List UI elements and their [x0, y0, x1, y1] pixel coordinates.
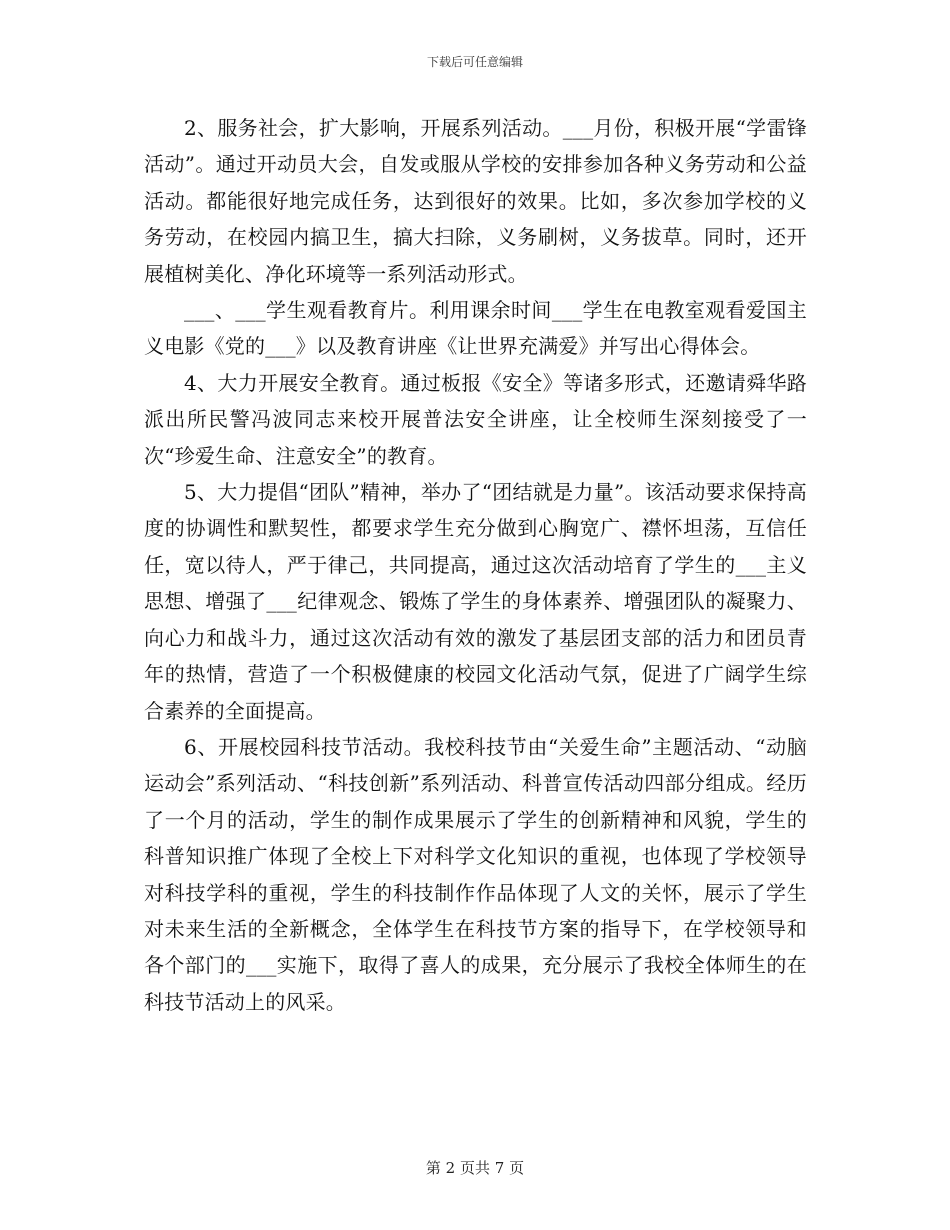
paragraph-education-films: ___、___学生观看教育片。利用课余时间___学生在电教室观看爱国主义电影《党的___》以及教育讲座《让世界充满爱》并写出心得体会。	[144, 298, 807, 359]
paragraph-team-spirit: 5、大力提倡“团队”精神，举办了“团结就是力量”。该活动要求保持高度的协调性和默契性，都要求学生充分做到心胸宽广、襟怀坦荡，互信任任，宽以待人，严于律己，共同提高，通过这次活动培育了学生的___主义思想、增强了___纪律观念、锻炼了学生的身体素养、增强团队的凝聚力、向心力和战斗力，通过这次活动有效的激发了基层团支部的活力和团员青年的热情，营造了一个积极健康的校园文化活动气氛，促进了广阔学生综合素养的全面提高。	[144, 480, 807, 723]
page-footer	[0, 1157, 950, 1178]
paragraph-service-activities: 2、服务社会，扩大影响，开展系列活动。___月份，积极开展“学雷锋活动”。通过开动员大会，自发或服从学校的安排参加各种义务劳动和公益活动。都能很好地完成任务，达到很好的效果。比如，多次参加学校的义务劳动，在校园内搞卫生，搞大扫除，义务刷树，义务拔草。同时，还开展植树美化、净化环境等一系列活动形式。	[144, 116, 807, 286]
page-header	[0, 53, 950, 70]
paragraph-safety-education: 4、大力开展安全教育。通过板报《安全》等诸多形式，还邀请舜华路派出所民警冯波同志来校开展普法安全讲座，让全校师生深刻接受了一次“珍爱生命、注意安全”的教育。	[144, 370, 807, 468]
paragraph-science-festival: 6、开展校园科技节活动。我校科技节由“关爱生命”主题活动、“动脑运动会”系列活动、“科技创新”系列活动、科普宣传活动四部分组成。经历了一个月的活动，学生的制作成果展示了学生的创新精神和风貌，学生的科普知识推广体现了全校上下对科学文化知识的重视，也体现了学校领导对科技学科的重视，学生的科技制作作品体现了人文的关怀，展示了学生对未来生活的全新概念，全体学生在科技节方案的指导下，在学校领导和各个部门的___实施下，取得了喜人的成果，充分展示了我校全体师生的在科技节活动上的风采。	[144, 734, 807, 1014]
document-body	[144, 110, 807, 1020]
header-text: 下载后可任意编辑	[426, 55, 523, 69]
page-number: 第 2 页共 7 页	[425, 1159, 525, 1177]
